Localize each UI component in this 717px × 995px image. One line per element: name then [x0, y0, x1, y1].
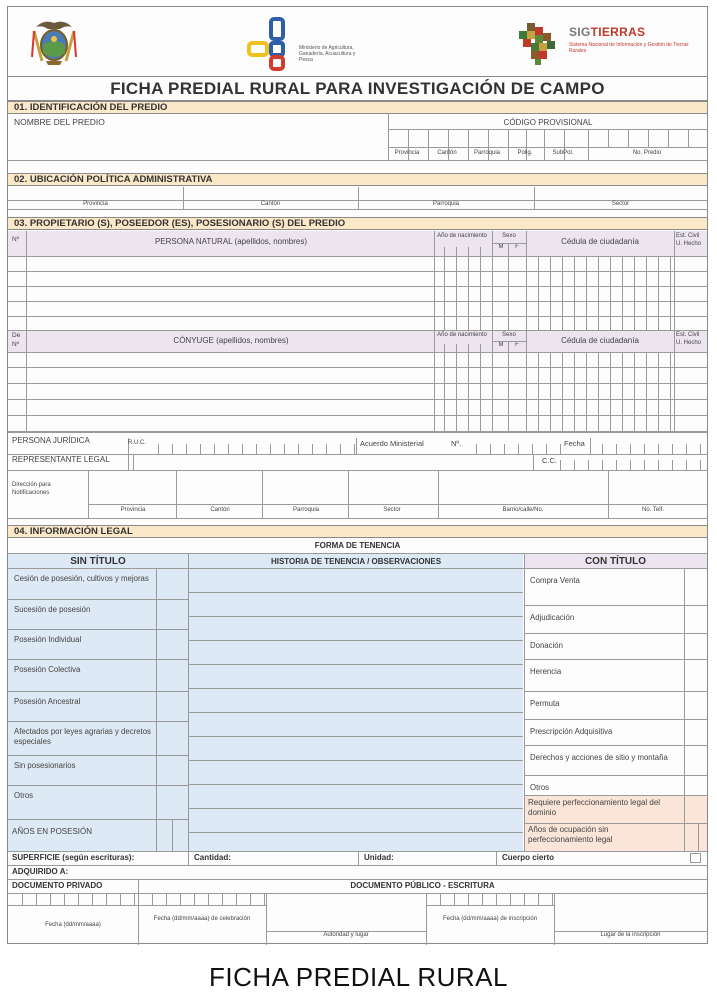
sin-titulo-item-sin-posesionarios: Sin posesionarios [14, 761, 76, 770]
grid-line [492, 341, 526, 342]
section-01-heading: 01. IDENTIFICACIÓN DEL PREDIO [8, 101, 707, 114]
adquirido-label: ADQUIRIDO A: [12, 867, 69, 876]
grid-line [610, 256, 611, 330]
fecha-inscripcion-label: Fecha (dd/mm/aaaa) de inscripción [442, 916, 538, 922]
sin-titulo-check-otros[interactable] [157, 785, 188, 819]
con-titulo-item-herencia: Herencia [530, 667, 562, 676]
grid-line [533, 454, 534, 470]
sin-titulo-item-colectiva: Posesión Colectiva [14, 665, 81, 674]
representante-cc-field[interactable] [560, 454, 707, 470]
grid-line [480, 344, 481, 432]
codigo-col-subpol: SubPol. [552, 150, 574, 156]
grid-line [8, 432, 707, 433]
grid-line [524, 823, 707, 824]
sin-titulo-heading: SIN TÍTULO [70, 556, 126, 567]
conyuge-anio-label: Año de nacimiento [437, 332, 487, 338]
codigo-col-no-predio: No. Predio [632, 150, 662, 156]
grid-line [8, 256, 707, 257]
grid-line [524, 553, 525, 851]
grid-line [176, 470, 177, 518]
sin-titulo-check-sucesion[interactable] [157, 599, 188, 629]
sigtierras-logo [513, 21, 693, 67]
codigo-col-polig: Polig. [517, 150, 533, 156]
autoridad-lugar-label: Autoridad y lugar [323, 932, 369, 938]
grid-line [586, 256, 587, 330]
documento-publico-heading: DOCUMENTO PÚBLICO - ESCRITURA [350, 881, 495, 890]
fecha-privado-label: Fecha (dd/mm/aaaa) [45, 922, 101, 928]
direccion-notificaciones-label: Dirección para Notificaciones [12, 482, 51, 496]
grid-line [26, 330, 27, 432]
con-titulo-check-derechos-acciones[interactable] [685, 745, 707, 775]
grid-line [610, 352, 611, 432]
grid-line [598, 352, 599, 432]
grid-line [456, 344, 457, 432]
magap-text: Ministerio de Agricultura, Ganadería, Acuacultura y Pesca [299, 45, 356, 63]
conyuge-sexo-f: F [515, 342, 519, 348]
grid-line [480, 247, 481, 330]
sigtierras-map-icon [513, 21, 563, 67]
grid-line [468, 247, 469, 330]
codigo-col-canton: Cantón [437, 150, 457, 156]
grid-line [8, 367, 707, 368]
section-04-heading: 04. INFORMACIÓN LEGAL [8, 525, 707, 538]
sin-titulo-item-otros: Otros [14, 791, 34, 800]
grid-line [508, 243, 509, 330]
grid-line [189, 664, 523, 665]
persona-no-label: Nº [12, 236, 20, 243]
conyuge-est-civil-label: Est. Civil [676, 332, 700, 338]
grid-line [468, 344, 469, 432]
dir-col-provincia: Provincia [120, 507, 146, 513]
conyuge-no-label: Nº [12, 341, 20, 348]
persona-cedula-label: Cédula de ciudadanía [561, 237, 639, 246]
fecha-privado-field[interactable] [8, 894, 138, 910]
unidad-field[interactable] [402, 852, 496, 864]
ubicacion-col-canton: Cantón [260, 201, 281, 207]
sigtierras-subtitle: Sistema Nacional de Información y Gestión de Tierras Rurales [569, 42, 689, 54]
autoridad-lugar-field[interactable] [266, 894, 426, 930]
sig-prefix: SIG [569, 25, 591, 39]
grid-line [444, 344, 445, 432]
sin-titulo-check-afectados[interactable] [157, 721, 188, 755]
grid-line [8, 415, 707, 416]
grid-line [524, 659, 707, 660]
grid-line [668, 129, 669, 147]
persona-anio-label: Año de nacimiento [437, 233, 487, 239]
grid-line [26, 231, 27, 330]
lugar-inscripcion-label: Lugar de la inscripción [600, 932, 661, 938]
ubicacion-parroquia-field[interactable] [358, 187, 534, 200]
fecha-inscripcion-field[interactable] [426, 894, 554, 910]
grid-line [8, 286, 707, 287]
grid-line [189, 712, 523, 713]
grid-line [646, 256, 647, 330]
adquirido-field[interactable] [78, 866, 707, 879]
con-titulo-item-otros: Otros [530, 783, 550, 792]
nombre-predio-label: NOMBRE DEL PREDIO [14, 117, 105, 127]
historia-tenencia-heading: HISTORIA DE TENENCIA / OBSERVACIONES [270, 557, 442, 566]
sig-name: TIERRAS [590, 25, 646, 39]
form-header [8, 7, 707, 77]
acuerdo-ministerial-label: Acuerdo Ministerial [360, 439, 424, 448]
requiere-perfeccionamiento-label: Requiere perfeccionamiento legal del dominio [528, 798, 661, 817]
grid-line [670, 352, 671, 432]
grid-line [8, 518, 707, 519]
grid-line [646, 352, 647, 432]
codigo-provisional-label: CÓDIGO PROVISIONAL [503, 118, 593, 127]
magap-logo [241, 17, 361, 73]
grid-line [524, 795, 707, 796]
grid-line [524, 605, 707, 606]
cantidad-field[interactable] [234, 852, 358, 864]
footer-caption: FICHA PREDIAL RURAL [209, 962, 508, 992]
con-titulo-item-prescripcion: Prescripción Adquisitiva [530, 727, 613, 736]
magap-logo-icon [241, 17, 297, 73]
grid-line [674, 231, 675, 330]
ruc-field[interactable] [158, 438, 356, 454]
dir-col-telefono: No. Telf. [642, 507, 664, 513]
grid-line [8, 399, 707, 400]
grid-line [598, 256, 599, 330]
grid-line [434, 330, 435, 432]
persona-sexo-f: F [515, 244, 519, 250]
ubicacion-sector-field[interactable] [534, 187, 707, 200]
grid-line [538, 352, 539, 432]
grid-line [188, 553, 189, 851]
grid-line [8, 271, 707, 272]
con-titulo-heading: CON TÍTULO [584, 556, 647, 567]
codigo-col-provincia: Provincia [394, 150, 420, 156]
persona-sexo-label: Sexo [502, 233, 516, 239]
grid-line [524, 745, 707, 746]
grid-line [698, 823, 699, 851]
anios-posesion-label: AÑOS EN POSESIÓN [12, 827, 93, 836]
grid-line [574, 352, 575, 432]
conyuge-de-label: De [12, 332, 21, 339]
sin-titulo-check-sin-posesionarios[interactable] [157, 755, 188, 785]
grid-line [586, 352, 587, 432]
grid-line [8, 352, 707, 353]
representante-legal-field[interactable] [133, 454, 533, 470]
dir-col-barrio: Barrio/calle/No. [502, 507, 544, 513]
sigtierras-title [569, 25, 645, 39]
sin-titulo-check-individual[interactable] [157, 629, 188, 659]
persona-sexo-m: M [498, 244, 504, 250]
con-titulo-check-prescripcion[interactable] [685, 719, 707, 745]
con-titulo-item-compra-venta: Compra Venta [530, 576, 580, 585]
grid-line [189, 760, 523, 761]
section-03-heading: 03. PROPIETARIO (S), POSEEDOR (ES), POSESIONARIO (S) DEL PREDIO [8, 217, 707, 230]
grid-line [524, 719, 707, 720]
sin-titulo-item-ancestral: Posesión Ancestral [14, 697, 81, 706]
grid-line [524, 775, 707, 776]
grid-line [492, 330, 493, 432]
acuerdo-no-label: Nº. [451, 439, 462, 448]
grid-line [189, 640, 523, 641]
cuerpo-cierto-checkbox[interactable] [690, 853, 701, 863]
persona-natural-label: PERSONA NATURAL (apellidos, nombres) [154, 237, 308, 246]
sin-titulo-item-afectados: Afectados por leyes agrarias y decretos especiales [14, 727, 151, 746]
ecuador-crest-icon [30, 17, 78, 67]
grid-line [562, 352, 563, 432]
grid-line [574, 256, 575, 330]
grid-line [508, 341, 509, 432]
grid-line [634, 256, 635, 330]
grid-line [8, 330, 707, 331]
ubicacion-provincia-field[interactable] [8, 187, 183, 200]
conyuge-cedula-label: Cédula de ciudadanía [561, 336, 639, 345]
ubicacion-col-parroquia: Parroquia [432, 201, 459, 207]
grid-line [172, 819, 173, 851]
grid-line [456, 247, 457, 330]
persona-juridica-label: PERSONA JURÍDICA [12, 436, 90, 445]
persona-est-civil-label: Est. Civil [676, 233, 700, 239]
acuerdo-no-field[interactable] [468, 438, 562, 454]
grid-line [674, 330, 675, 432]
grid-line [670, 256, 671, 330]
con-titulo-item-adjudicacion: Adjudicación [530, 613, 575, 622]
grid-line [688, 129, 689, 147]
grid-line [189, 688, 523, 689]
persona-u-hecho-label: U. Hecho [676, 241, 702, 247]
grid-line [189, 616, 523, 617]
grid-line [8, 301, 707, 302]
conyuge-label: CÓNYUGE (apellidos, nombres) [173, 336, 289, 345]
grid-line [492, 243, 526, 244]
sin-titulo-check-colectiva[interactable] [157, 659, 188, 691]
grid-line [622, 352, 623, 432]
con-titulo-check-permuta[interactable] [685, 691, 707, 719]
grid-line [348, 470, 349, 518]
con-titulo-check-otros[interactable] [685, 775, 707, 795]
cantidad-label: Cantidad: [194, 853, 231, 862]
form-title: FICHA PREDIAL RURAL PARA INVESTIGACIÓN DE CAMPO [8, 77, 707, 101]
grid-line [524, 691, 707, 692]
grid-line [538, 256, 539, 330]
ruc-label: R.U.C. [128, 440, 146, 446]
conyuge-sexo-m: M [498, 342, 504, 348]
con-titulo-item-permuta: Permuta [530, 699, 560, 708]
grid-line [434, 231, 435, 330]
codigo-provisional-field[interactable] [388, 129, 707, 147]
conyuge-u-hecho-label: U. Hecho [676, 340, 702, 346]
grid-line [8, 819, 188, 820]
grid-line [8, 316, 707, 317]
grid-line [8, 431, 707, 432]
con-titulo-check-donacion[interactable] [685, 633, 707, 659]
grid-line [628, 129, 629, 147]
grid-line [524, 568, 707, 569]
fecha-acuerdo-field[interactable] [590, 438, 707, 454]
dir-col-parroquia: Parroquia [292, 507, 319, 513]
grid-line [608, 129, 609, 147]
superficie-label: SUPERFICIE (según escrituras): [12, 853, 135, 862]
grid-line [648, 129, 649, 147]
grid-line [634, 352, 635, 432]
grid-line [526, 330, 527, 432]
grid-line [189, 592, 523, 593]
forma-tenencia-label: FORMA DE TENENCIA [314, 541, 401, 550]
dir-col-sector: Sector [383, 507, 401, 513]
fecha-celebracion-field[interactable] [138, 894, 266, 910]
representante-legal-label: REPRESENTANTE LEGAL [12, 455, 110, 464]
grid-line [622, 256, 623, 330]
dir-col-canton: Cantón [210, 507, 230, 513]
grid-line [492, 231, 493, 330]
grid-line [189, 808, 523, 809]
con-titulo-check-herencia[interactable] [685, 659, 707, 691]
grid-line [550, 352, 551, 432]
grid-line [189, 736, 523, 737]
con-titulo-check-compra-venta[interactable] [685, 568, 707, 605]
grid-line [8, 383, 707, 384]
sin-titulo-check-cesion[interactable] [157, 568, 188, 599]
con-titulo-item-donacion: Donación [530, 641, 563, 650]
grid-line [608, 470, 609, 518]
grid-line [562, 256, 563, 330]
grid-line [88, 470, 89, 518]
grid-line [8, 470, 707, 471]
ubicacion-col-sector: Sector [611, 201, 630, 207]
grid-line [658, 352, 659, 432]
sin-titulo-item-sucesion: Sucesión de posesión [14, 605, 91, 614]
grid-line [88, 504, 707, 505]
grid-line [189, 832, 523, 833]
grid-line [524, 633, 707, 634]
sin-titulo-item-individual: Posesión Individual [14, 635, 82, 644]
fecha-acuerdo-label: Fecha [564, 439, 585, 448]
grid-line [189, 784, 523, 785]
grid-line [444, 247, 445, 330]
unidad-label: Unidad: [364, 853, 394, 862]
sin-titulo-item-cesion: Cesión de posesión, cultivos y mejoras [14, 574, 149, 583]
con-titulo-check-adjudicacion[interactable] [685, 605, 707, 633]
ubicacion-canton-field[interactable] [183, 187, 358, 200]
codigo-col-parroquia: Parroquia [473, 150, 500, 156]
nombre-predio-field[interactable] [8, 129, 388, 160]
con-titulo-item-derechos-acciones: Derechos y acciones de sitio y montaña [530, 753, 668, 762]
conyuge-sexo-label: Sexo [502, 332, 516, 338]
sin-titulo-check-ancestral[interactable] [157, 691, 188, 721]
grid-line [356, 438, 357, 454]
anios-ocupacion-label: Años de ocupación sin perfeccionamiento legal [528, 825, 613, 844]
ficha-form [7, 6, 708, 944]
section-02-heading: 02. UBICACIÓN POLÍTICA ADMINISTRATIVA [8, 173, 707, 186]
lugar-inscripcion-field[interactable] [554, 894, 707, 930]
cuerpo-cierto-label: Cuerpo cierto [502, 853, 555, 862]
grid-line [438, 470, 439, 518]
documento-privado-heading: DOCUMENTO PRIVADO [12, 881, 103, 890]
fecha-celebracion-label: Fecha (dd/mm/aaaa) de celebración [153, 916, 251, 922]
ubicacion-col-provincia: Provincia [83, 201, 108, 207]
grid-line [262, 470, 263, 518]
grid-line [526, 231, 527, 330]
grid-line [550, 256, 551, 330]
representante-cc-label: C.C. [542, 456, 557, 465]
grid-line [658, 256, 659, 330]
